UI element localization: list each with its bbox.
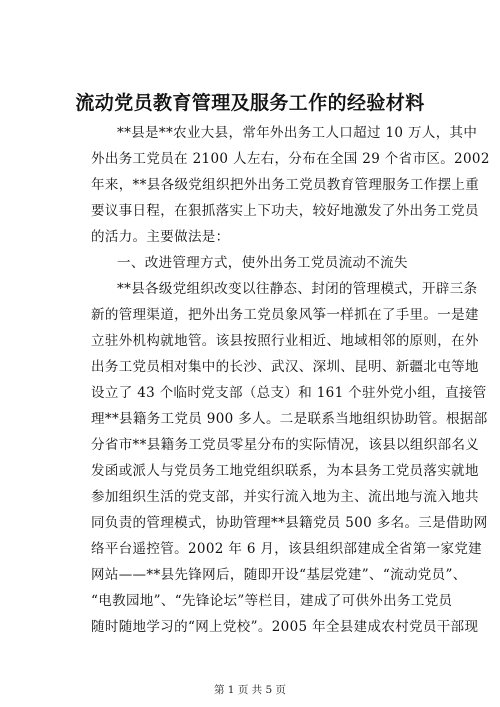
paragraph-line: 同负责的管理模式，协助管理**县籍党员 500 多名。三是借助网: [91, 515, 488, 531]
paragraph-line: 络平台遥控管。2002 年 6 月，该县组织部建成全省第一家党建: [91, 541, 483, 557]
paragraph-line: **县是**农业大县，常年外出务工人口超过 10 万人，其中: [117, 125, 478, 141]
paragraph-line: 设立了 43 个临时党支部（总支）和 161 个驻外党小组，直接管: [91, 385, 487, 401]
paragraph-line: **县各级党组织改变以往静态、封闭的管理模式，开辟三条: [117, 281, 478, 297]
paragraph-line: 外出务工党员在 2100 人左右，分布在全国 29 个省市区。2002: [91, 151, 490, 167]
paragraph-line: 参加组织生活的党支部，并实行流入地为主、流出地与流入地共: [91, 489, 479, 505]
paragraph-line: 的活力。主要做法是：: [91, 229, 230, 245]
paragraph-line: 随时随地学习的“网上党校”。2005 年全县建成农村党员干部现: [91, 619, 479, 635]
document-title: 流动党员教育管理及服务工作的经验材料: [75, 92, 425, 114]
paragraph-line: 网站——**县先锋网后，随即开设“基层党建”、“流动党员”、: [91, 567, 467, 583]
page-number-footer: 第 1 页 共 5 页: [213, 684, 287, 696]
paragraph-line: 立驻外机构就地管。该县按照行业相近、地域相邻的原则，在外: [91, 333, 479, 349]
paragraph-line: 年来，**县各级党组织把外出务工党员教育管理服务工作摆上重: [91, 177, 480, 193]
paragraph-line: 理**县籍务工党员 900 多人。二是联系当地组织协助管。根据部: [91, 411, 488, 427]
paragraph-line: 发函或派人与党员务工地党组织联系，为本县务工党员落实就地: [91, 463, 479, 479]
paragraph-line: 新的管理渠道，把外出务工党员象风筝一样抓在了手里。一是建: [91, 307, 479, 323]
paragraph-line: 出务工党员相对集中的长沙、武汉、深圳、昆明、新疆北屯等地: [91, 359, 479, 375]
paragraph-line: 要议事日程，在狠抓落实上下功夫，较好地激发了外出务工党员: [91, 203, 479, 219]
paragraph-line: 分省市**县籍务工党员零星分布的实际情况，该县以组织部名义: [91, 437, 480, 453]
section-heading: 一、改进管理方式，使外出务工党员流动不流失: [117, 255, 408, 271]
paragraph-line: “电教园地”、“先锋论坛”等栏目，建成了可供外出务工党员: [91, 593, 453, 609]
